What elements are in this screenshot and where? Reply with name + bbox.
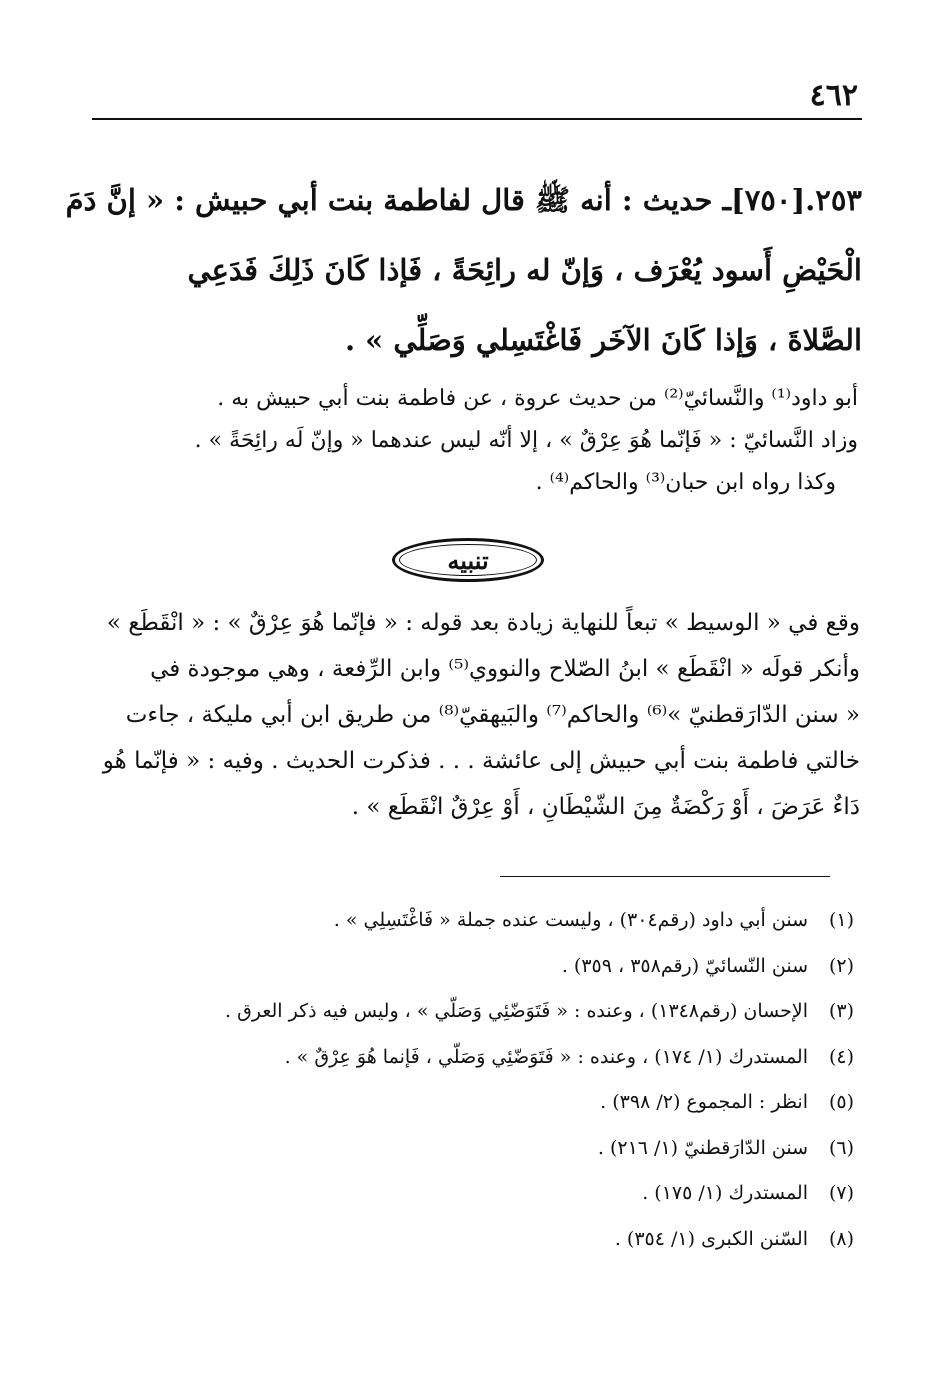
footnote-item (120, 1217, 854, 1263)
notice-line: وقع في « الوسيط » تبعاً للنهاية زيادة بعد قوله : « فإنّما هُوَ عِرْقٌ » : « انْقَطَع » (106, 610, 860, 636)
footnote-divider (500, 876, 830, 877)
footnote-text: سنن أبي داود (رقم٣٠٤) ، وليست عنده جملة « فَاغْتَسِلِي » . (333, 909, 808, 931)
footnote-text: سنن الدّارَقطنيّ (١/ ٢١٦) . (597, 1136, 808, 1159)
footnote-list (120, 898, 854, 1262)
footnote-number: (٧) (828, 1182, 854, 1204)
footnote-number: (٣) (828, 1000, 854, 1022)
footnote-text: سنن النّسائيّ (رقم٣٥٨ ، ٣٥٩) . (561, 954, 808, 977)
header-divider (92, 118, 862, 120)
notice-heading-badge (392, 538, 544, 582)
footnote-item (120, 989, 854, 1035)
page-number: ٤٦٢ (809, 78, 858, 113)
hadith-line: الْحَيْضِ أَسود يُعْرَف ، وَإنّ له رائِحَةً ، فَإذا كَانَ ذَلِكَ فَدَعِي (187, 253, 862, 287)
footnote-number: (٤) (828, 1045, 854, 1068)
takhrij-line: أبو داود⁽¹⁾ والنَّسائيّ⁽²⁾ من حديث عروة ، عن فاطمة بنت أبي حبيش به . (217, 386, 858, 411)
footnote-number: (١) (828, 909, 854, 931)
hadith-line: ٢٥٣.[٧٥٠]ـ حديث : أنه ﷺ قال لفاطمة بنت أبي حبيش : « إنَّ دَمَ (65, 183, 862, 217)
notice-paragraph (92, 600, 860, 830)
footnote-text: المستدرك (١/ ١٧٤) ، وعنده : « فَتَوَضّئِي وَصَلّي ، فَإنما هُوَ عِرْقٌ » . (284, 1045, 808, 1068)
footnote-text: الإحسان (رقم١٣٤٨) ، وعنده : « فَتَوَضّئِي وَصَلّي » ، وليس فيه ذكر العرق . (225, 1000, 808, 1022)
notice-line: خالتي فاطمة بنت أبي حبيش إلى عائشة . . . فذكرت الحديث . وفيه : « فإنّما هُو (102, 748, 860, 774)
footnote-text: المستدرك (١/ ١٧٥) . (642, 1182, 808, 1204)
hadith-line: الصَّلاةَ ، وَإذا كَانَ الآخَر فَاغْتَسِلي وَصَلِّي » . (344, 323, 862, 357)
footnote-number: (٨) (828, 1227, 854, 1250)
footnote-item (120, 1035, 854, 1081)
footnote-item (120, 898, 854, 944)
takhrij-paragraph (100, 378, 858, 504)
footnote-number: (٢) (828, 954, 854, 977)
hadith-text (65, 165, 862, 375)
notice-line: دَاءٌ عَرَضَ ، أَوْ رَكْضَةٌ مِنَ الشّيْطَانِ ، أَوْ عِرْقٌ انْقَطَع » . (351, 794, 860, 820)
takhrij-line: وزاد النَّسائيّ : « فَإنّما هُوَ عِرْقٌ » ، إلا أنّه ليس عندهما « وإنّ لَه رائِحَةً » . (194, 428, 858, 453)
footnote-number: (٥) (828, 1091, 854, 1113)
footnote-number: (٦) (828, 1136, 854, 1159)
notice-line: وأنكر قولَه « انْقَطَع » ابنُ الصّلاح والنووي⁽⁵⁾ وابن الرِّفعة ، وهي موجودة في (150, 656, 860, 682)
footnote-item (120, 1126, 854, 1172)
footnote-item (120, 1171, 854, 1217)
footnote-text: السّنن الكبرى (١/ ٣٥٤) . (614, 1227, 808, 1250)
footnote-item (120, 944, 854, 990)
takhrij-line: وكذا رواه ابن حبان⁽³⁾ والحاكم⁽⁴⁾ . (535, 470, 836, 495)
notice-line: « سنن الدّارَقطنيّ »⁽⁶⁾ والحاكم⁽⁷⁾ والبَيهقيّ⁽⁸⁾ من طريق ابن أبي مليكة ، جاءت (125, 702, 860, 728)
footnote-item (120, 1080, 854, 1126)
footnote-text: انظر : المجموع (٢/ ٣٩٨) . (600, 1091, 808, 1113)
notice-title: تنبيه (447, 545, 489, 575)
